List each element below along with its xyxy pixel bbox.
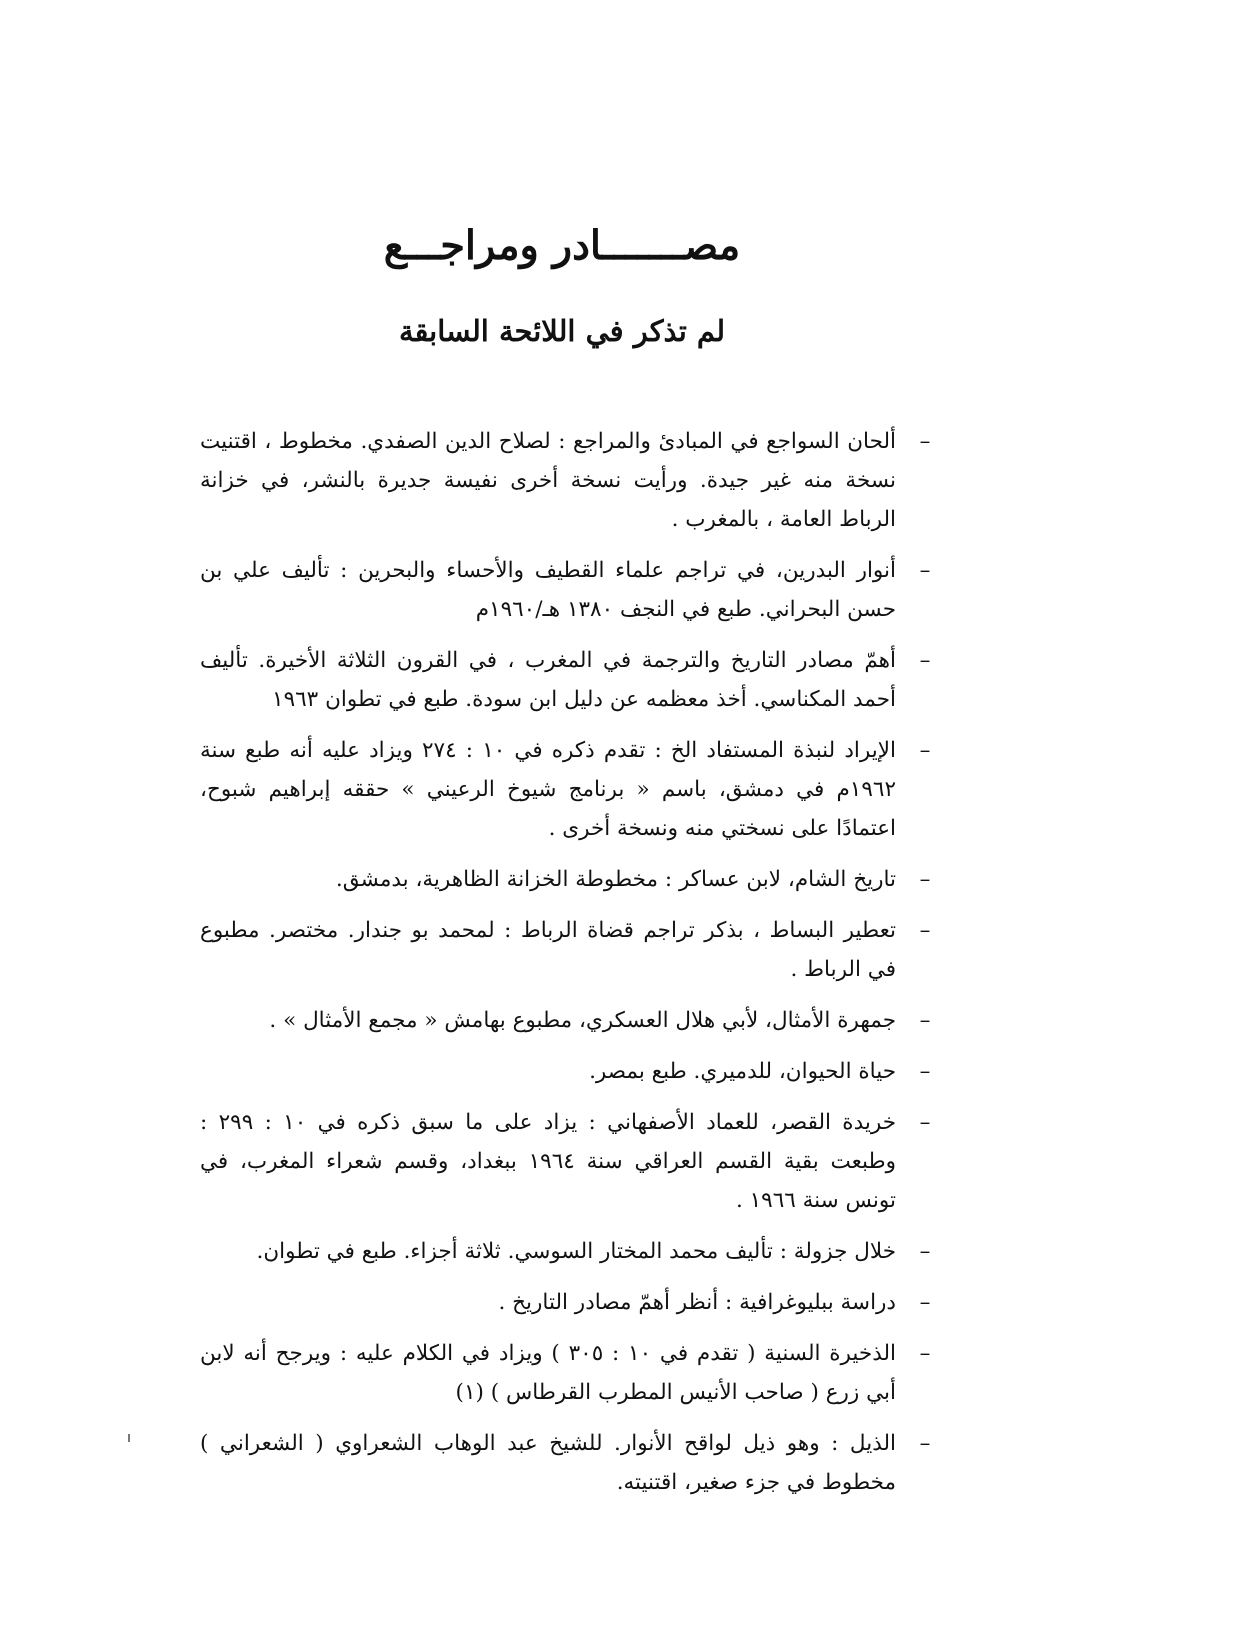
entry-dash: – xyxy=(919,1008,931,1033)
entry-dash: – xyxy=(919,1290,931,1315)
entry-dash: – xyxy=(919,558,931,583)
bibliography-list xyxy=(200,422,940,1514)
entry-dash: – xyxy=(919,1059,931,1084)
page-subtitle: لم تذكر في اللائحة السابقة xyxy=(398,314,726,348)
entry-text: دراسة ببليوغرافية : أنظر أهمّ مصادر التاريخ . xyxy=(498,1290,896,1315)
page-title: مصـــــــادر ومراجـــع xyxy=(383,222,741,269)
entry-dash: – xyxy=(919,867,931,892)
entry-text: خلال جزولة : تأليف محمد المختار السوسي. ثلاثة أجزاء. طبع في تطوان. xyxy=(256,1239,896,1264)
bibliography-entry xyxy=(200,422,940,539)
entry-text: خريدة القصر، للعماد الأصفهاني : يزاد على ما سبق ذكره في ١٠ : ٢٩٩ : وطبعت بقية القسم العراقي سنة ١٩٦٤ ببغداد، وقسم شعراء المغرب، في تونس سنة ١٩٦٦ . xyxy=(200,1110,896,1213)
entry-text: أهمّ مصادر التاريخ والترجمة في المغرب ، في القرون الثلاثة الأخيرة. تأليف أحمد المكناسي. أخذ معظمه عن دليل ابن سودة. طبع في تطوان ١٩٦٣ xyxy=(200,648,896,712)
bibliography-entry xyxy=(200,1103,940,1220)
entry-text: الإيراد لنبذة المستفاد الخ : تقدم ذكره في ١٠ : ٢٧٤ ويزاد عليه أنه طبع سنة ١٩٦٢م في دمشق، باسم « برنامج شيوخ الرعيني » حققه إبراهيم شبوح، اعتمادًا على نسختي منه ونسخة أخرى . xyxy=(200,738,896,841)
bibliography-entry xyxy=(200,1424,940,1502)
bibliography-entry xyxy=(200,860,940,899)
entry-text: تعطير البساط ، بذكر تراجم قضاة الرباط : لمحمد بو جندار. مختصر. مطبوع في الرباط . xyxy=(200,918,896,982)
bibliography-entry xyxy=(200,911,940,989)
entry-dash: – xyxy=(919,1341,931,1366)
entry-text: تاريخ الشام، لابن عساكر : مخطوطة الخزانة الظاهرية، بدمشق. xyxy=(335,867,896,892)
entry-dash: – xyxy=(919,429,931,454)
scan-speck xyxy=(128,1434,130,1442)
bibliography-entry xyxy=(200,1334,940,1412)
entry-dash: – xyxy=(919,648,931,673)
entry-dash: – xyxy=(919,1431,931,1456)
entry-dash: – xyxy=(919,1239,931,1264)
entry-dash: – xyxy=(919,1110,931,1135)
entry-dash: – xyxy=(919,918,931,943)
bibliography-entry xyxy=(200,641,940,719)
entry-text: ألحان السواجع في المبادئ والمراجع : لصلاح الدين الصفدي. مخطوط ، اقتنيت نسخة منه غير جيدة. ورأيت نسخة أخرى نفيسة جديرة بالنشر، في خزانة الرباط العامة ، بالمغرب . xyxy=(200,429,896,532)
entry-text: جمهرة الأمثال، لأبي هلال العسكري، مطبوع بهامش « مجمع الأمثال » . xyxy=(269,1008,896,1033)
entry-text: أنوار البدرين، في تراجم علماء القطيف والأحساء والبحرين : تأليف علي بن حسن البحراني. طبع في النجف ١٣٨٠ هـ/١٩٦٠م xyxy=(200,558,896,622)
bibliography-entry xyxy=(200,1052,940,1091)
entry-text: الذخيرة السنية ( تقدم في ١٠ : ٣٠٥ ) ويزاد في الكلام عليه : ويرجح أنه لابن أبي زرع ( صاحب الأنيس المطرب القرطاس ) (١) xyxy=(200,1341,896,1405)
bibliography-entry xyxy=(200,1283,940,1322)
entry-dash: – xyxy=(919,738,931,763)
entry-text: حياة الحيوان، للدميري. طبع بمصر. xyxy=(589,1059,896,1084)
entry-text: الذيل : وهو ذيل لواقح الأنوار. للشيخ عبد الوهاب الشعراوي ( الشعراني ) مخطوط في جزء صغير، اقتنيته. xyxy=(200,1431,896,1495)
bibliography-entry xyxy=(200,1232,940,1271)
bibliography-entry xyxy=(200,1001,940,1040)
bibliography-entry xyxy=(200,731,940,848)
bibliography-entry xyxy=(200,551,940,629)
